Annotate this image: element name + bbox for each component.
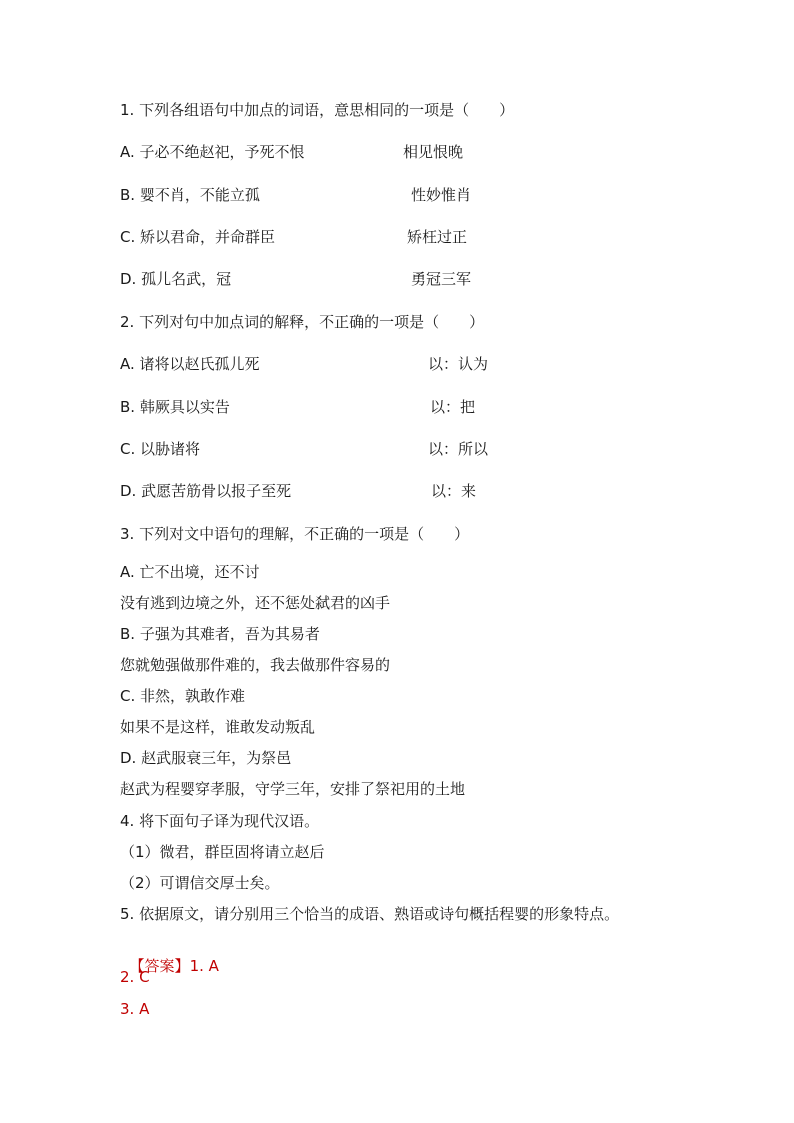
q1-option-a-word: 相见恨晚: [403, 143, 464, 161]
question-1-stem: 1. 下列各组语句中加点的词语，意思相同的一项是（ ）: [120, 101, 515, 119]
question-3-stem: 3. 下列对文中语句的理解，不正确的一项是（ ）: [120, 525, 470, 543]
q3-item-c-explanation: 如果不是这样，谁敢发动叛乱: [120, 718, 316, 736]
question-5-stem: 5. 依据原文，请分别用三个恰当的成语、熟语或诗句概括程婴的形象特点。: [120, 905, 620, 923]
q3-item-d-sentence: D. 赵武服衰三年，为祭邑: [120, 749, 292, 767]
q3-item-d-explanation: 赵武为程婴穿孝服，守学三年，安排了祭祀用的土地: [120, 780, 466, 798]
q1-option-c-word: 矫枉过正: [407, 228, 468, 246]
question-2-stem: 2. 下列对句中加点词的解释，不正确的一项是（ ）: [120, 313, 485, 331]
q2-option-c-gloss: 以：所以: [428, 440, 489, 458]
q2-option-b: B. 韩厥具以实告: [120, 398, 230, 416]
answer-1: 1. A: [189, 957, 219, 975]
q1-option-b: B. 婴不肖，不能立孤: [120, 186, 260, 204]
answer-2: 2. C: [120, 968, 150, 986]
q1-option-c: C. 矫以君命，并命群臣: [120, 228, 276, 246]
question-4-stem: 4. 将下面句子译为现代汉语。: [120, 812, 320, 830]
q3-item-a-sentence: A. 亡不出境，还不讨: [120, 563, 260, 581]
q3-item-a-explanation: 没有逃到边境之外，还不惩处弑君的凶手: [120, 594, 391, 612]
q4-item-2: （2）可谓信交厚士矣。: [120, 874, 280, 892]
q1-option-d: D. 孤儿名武，冠: [120, 270, 232, 288]
q2-option-c: C. 以胁诸将: [120, 440, 201, 458]
q3-item-b-explanation: 您就勉强做那件难的，我去做那件容易的: [120, 656, 391, 674]
q2-option-d-gloss: 以：来: [431, 482, 477, 500]
q1-option-b-word: 性妙惟肖: [411, 186, 472, 204]
q1-option-a: A. 子必不绝赵祀，予死不恨: [120, 143, 305, 161]
q1-option-d-word: 勇冠三军: [411, 270, 472, 288]
q3-item-b-sentence: B. 子强为其难者，吾为其易者: [120, 625, 320, 643]
answer-3: 3. A: [120, 1000, 150, 1018]
q2-option-b-gloss: 以：把: [430, 398, 476, 416]
q4-item-1: （1）微君，群臣固将请立赵后: [120, 843, 325, 861]
answer-tag: 【答案】: [129, 957, 190, 975]
q3-item-c-sentence: C. 非然，孰敢作难: [120, 687, 246, 705]
q2-option-a-gloss: 以：认为: [428, 355, 489, 373]
q2-option-d: D. 武愿苦筋骨以报子至死: [120, 482, 292, 500]
q2-option-a: A. 诸将以赵氏孤儿死: [120, 355, 260, 373]
